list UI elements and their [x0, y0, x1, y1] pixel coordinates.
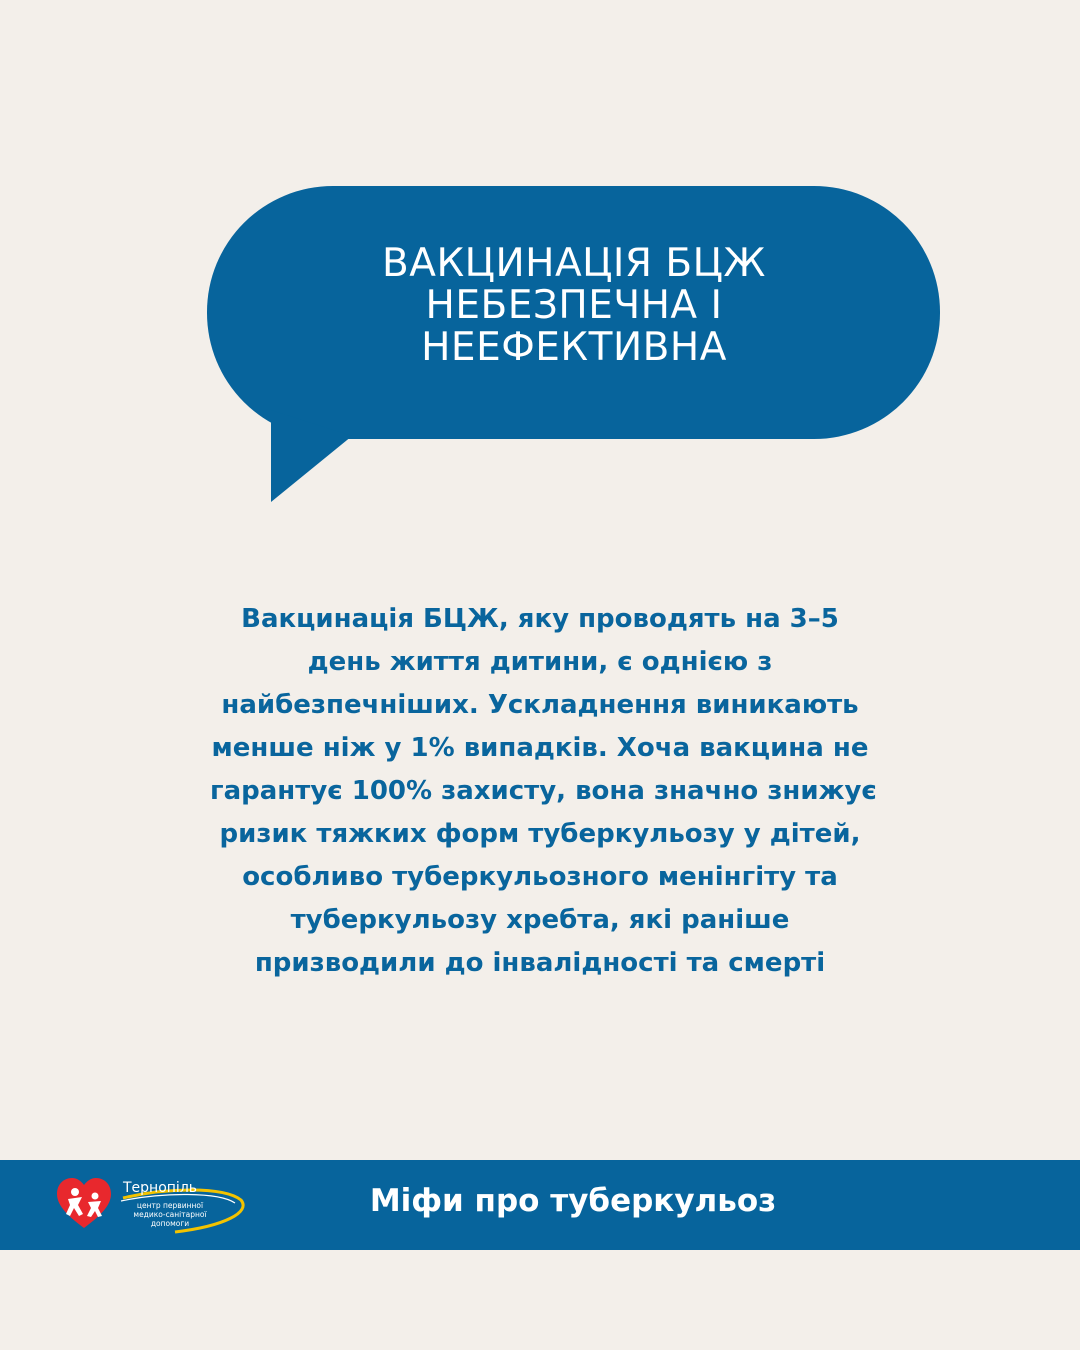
footer-title: Міфи про туберкульоз: [369, 1183, 777, 1219]
fact-paragraph: [210, 598, 877, 985]
footer-bar: [0, 1160, 1080, 1250]
logo-subtitle: [127, 1201, 213, 1228]
fact-line: туберкульозу хребта, які раніше: [290, 905, 790, 935]
myth-headline-line: НЕЕФЕКТИВНА: [421, 325, 727, 370]
fact-line: гарантує 100% захисту, вона значно знижує: [210, 776, 877, 806]
fact-line: менше ніж у 1% випадків. Хоча вакцина не: [211, 733, 869, 763]
logo-subtitle-line: медико-санітарної: [133, 1210, 207, 1219]
myth-headline-line: ВАКЦИНАЦІЯ БЦЖ: [382, 241, 766, 286]
logo-subtitle-line: центр первинної: [136, 1201, 204, 1210]
fact-line: Вакцинація БЦЖ, яку проводять на 3–5: [241, 604, 839, 634]
myth-headline-line: НЕБЕЗПЕЧНА І: [425, 283, 723, 328]
fact-line: ризик тяжких форм туберкульозу у дітей,: [219, 819, 861, 849]
logo-city-name: Тернопіль: [123, 1180, 198, 1196]
clinic-logo: [55, 1172, 255, 1242]
myth-headline: [272, 243, 876, 369]
fact-line: день життя дитини, є однією з: [307, 647, 773, 677]
logo-subtitle-line: допомоги: [150, 1219, 190, 1228]
fact-line: особливо туберкульозного менінгіту та: [242, 862, 838, 892]
fact-line: найбезпечніших. Ускладнення виникають: [221, 690, 859, 720]
fact-line: призводили до інвалідності та смерті: [254, 948, 826, 978]
